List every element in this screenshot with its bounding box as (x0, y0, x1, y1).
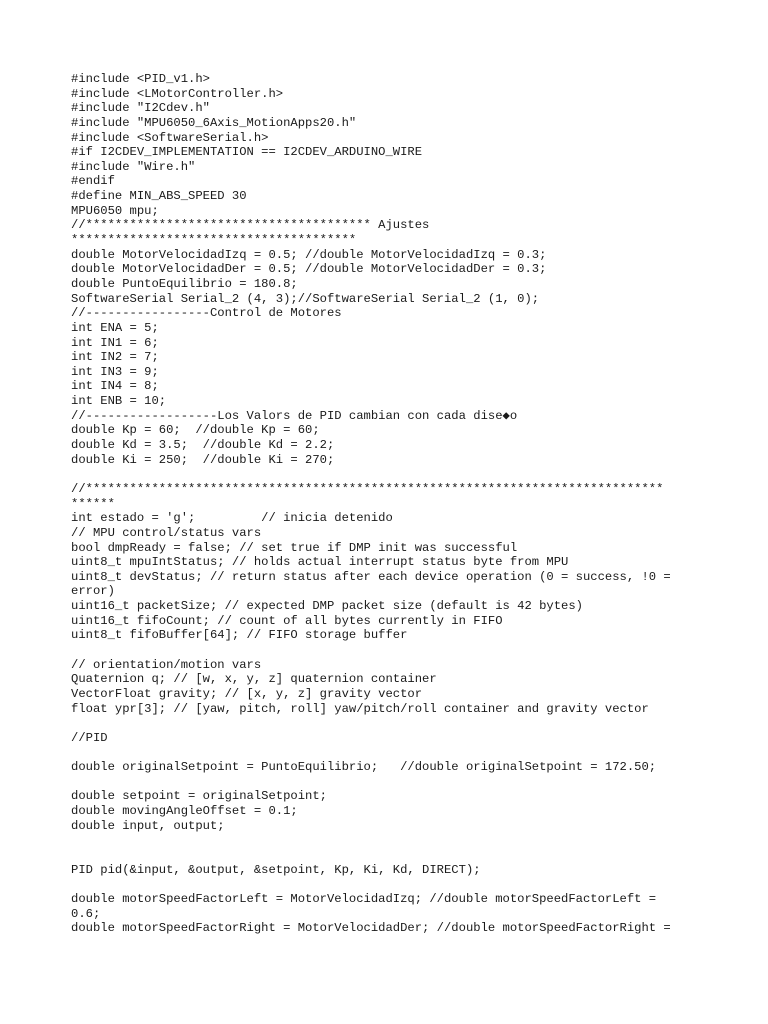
code-line: uint8_t mpuIntStatus; // holds actual interrupt status byte from MPU (71, 555, 569, 570)
code-line: PID pid(&input, &output, &setpoint, Kp, Ki, Kd, DIRECT); (71, 862, 481, 877)
code-line (71, 716, 721, 731)
code-line: //-----------------Control de Motores (71, 306, 342, 321)
code-line: *************************************** (71, 233, 357, 248)
code-line: #include <LMotorController.h> (71, 86, 284, 101)
code-line: #include "MPU6050_6Axis_MotionApps20.h" (71, 115, 357, 130)
code-line: double movingAngleOffset = 0.1; (71, 804, 298, 819)
code-line: double Ki = 250; //double Ki = 270; (71, 452, 335, 467)
code-line: float ypr[3]; // [yaw, pitch, roll] yaw/pitch/roll container and gravity vector (71, 701, 649, 716)
code-line: double MotorVelocidadIzq = 0.5; //double MotorVelocidadIzq = 0.3; (71, 247, 547, 262)
code-line: 0.6; (71, 906, 101, 921)
code-line: #include <PID_v1.h> (71, 72, 210, 86)
code-line: double Kd = 3.5; //double Kd = 2.2; (71, 438, 335, 453)
code-line: uint8_t devStatus; // return status after each device operation (0 = success, !0 = (71, 569, 671, 584)
code-line (71, 877, 721, 892)
code-line: int ENA = 5; (71, 320, 159, 335)
code-line: //*************************************** Ajustes (71, 218, 430, 233)
code-line: double MotorVelocidadDer = 0.5; //double MotorVelocidadDer = 0.3; (71, 262, 547, 277)
code-line: double PuntoEquilibrio = 180.8; (71, 276, 298, 291)
code-line: int ENB = 10; (71, 394, 167, 409)
code-line: //PID (71, 730, 108, 745)
code-line: MPU6050 mpu; (71, 203, 159, 218)
code-line: uint16_t fifoCount; // count of all bytes currently in FIFO (71, 613, 503, 628)
code-line (71, 833, 721, 848)
code-line: uint8_t fifoBuffer[64]; // FIFO storage buffer (71, 628, 408, 643)
code-line: double setpoint = originalSetpoint; (71, 789, 327, 804)
code-line (71, 745, 721, 760)
code-line: uint16_t packetSize; // expected DMP packet size (default is 42 bytes) (71, 599, 583, 614)
code-line: double motorSpeedFactorLeft = MotorVelocidadIzq; //double motorSpeedFactorLeft = (71, 891, 657, 906)
code-line: bool dmpReady = false; // set true if DMP init was successful (71, 540, 518, 555)
code-line: ****** (71, 496, 115, 511)
code-line: #define MIN_ABS_SPEED 30 (71, 189, 247, 204)
code-line: // orientation/motion vars (71, 657, 262, 672)
code-line (71, 775, 721, 790)
code-line: double originalSetpoint = PuntoEquilibrio; //double originalSetpoint = 172.50; (71, 760, 657, 775)
code-line: int IN3 = 9; (71, 364, 159, 379)
code-line: double Kp = 60; //double Kp = 60; (71, 423, 320, 438)
code-line: //******************************************************************************* (71, 481, 664, 496)
code-line: // MPU control/status vars (71, 525, 262, 540)
code-line: #include "I2Cdev.h" (71, 101, 210, 116)
code-line (71, 848, 721, 863)
code-listing (71, 72, 721, 936)
code-line: error) (71, 584, 115, 599)
code-line: int IN2 = 7; (71, 350, 159, 365)
code-line: int IN4 = 8; (71, 379, 159, 394)
code-line: #endif (71, 174, 115, 189)
code-line: SoftwareSerial Serial_2 (4, 3);//SoftwareSerial Serial_2 (1, 0); (71, 291, 540, 306)
code-line: int estado = 'g'; // inicia detenido (71, 511, 393, 526)
code-line: #include <SoftwareSerial.h> (71, 130, 269, 145)
code-line (71, 467, 721, 482)
code-line: Quaternion q; // [w, x, y, z] quaternion container (71, 672, 437, 687)
code-line: #include "Wire.h" (71, 159, 196, 174)
code-line (71, 643, 721, 658)
code-line: #if I2CDEV_IMPLEMENTATION == I2CDEV_ARDUINO_WIRE (71, 145, 423, 160)
code-line: double motorSpeedFactorRight = MotorVelocidadDer; //double motorSpeedFactorRight = (71, 921, 671, 936)
code-line: int IN1 = 6; (71, 335, 159, 350)
code-line: VectorFloat gravity; // [x, y, z] gravity vector (71, 686, 423, 701)
code-line: double input, output; (71, 818, 225, 833)
code-line: //------------------Los Valors de PID cambian con cada dise◆o (71, 408, 518, 423)
